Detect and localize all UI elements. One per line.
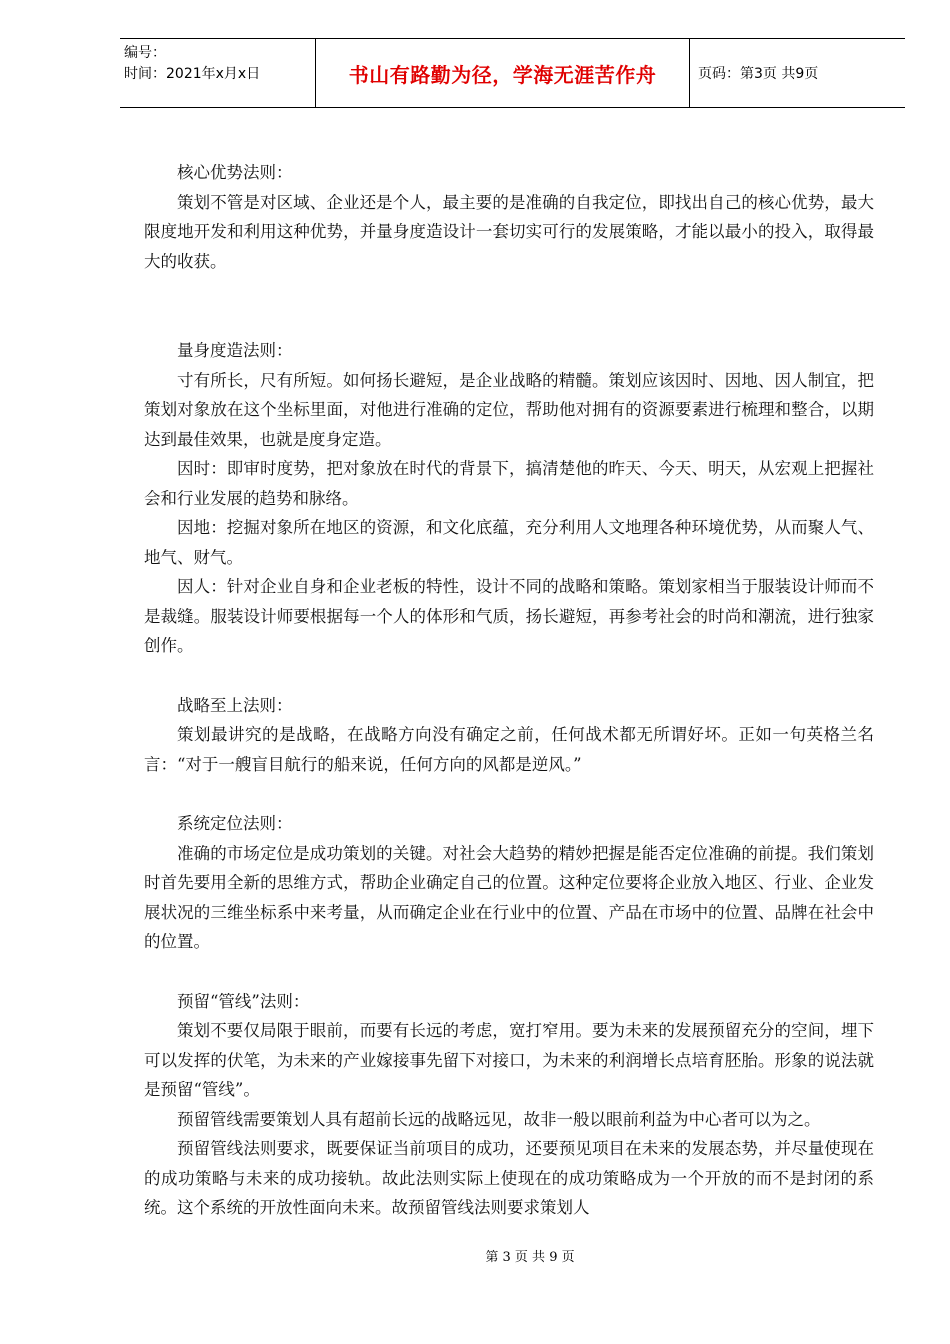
document-time-label: 时间：2021年x月x日 <box>124 66 261 82</box>
document-body <box>144 158 874 1223</box>
section-title: 预留“管线”法则： <box>177 991 310 1011</box>
section-title: 量身度造法则： <box>177 341 293 360</box>
section-strategy-first <box>144 691 874 780</box>
section-core-advantage <box>144 158 874 276</box>
section-title: 战略至上法则： <box>177 695 293 715</box>
header-motto-cell <box>316 39 690 107</box>
paragraph: 策划不管是对区域、企业还是个人，最主要的是准确的自我定位，即找出自己的核心优势，最大限度地开发和利用这种优势，并量身度造设计一套切实可行的发展策略，才能以最小的投入，取得最大的收获。 <box>144 192 874 271</box>
paragraph: 预留管线需要策划人具有超前长远的战略远见，故非一般以眼前利益为中心者可以为之。 <box>177 1109 821 1129</box>
paragraph: 寸有所长，尺有所短。如何扬长避短，是企业战略的精髓。策划应该因时、因地、因人制宜，把策划对象放在这个坐标里面，对他进行准确的定位，帮助他对拥有的资源要素进行梳理和整合，以期达到最佳效果，也就是度身定造。 <box>144 370 874 449</box>
header-page-info: 页码：第3页 共9页 <box>698 66 819 82</box>
paragraph: 准确的市场定位是成功策划的关键。对社会大趋势的精妙把握是能否定位准确的前提。我们策划时首先要用全新的思维方式，帮助企业确定自己的位置。这种定位要将企业放入地区、行业、企业发展状况的三维坐标系中来考量，从而确定企业在行业中的位置、产品在市场中的位置、品牌在社会中的位置。 <box>144 843 874 951</box>
paragraph: 策划不要仅局限于眼前，而要有长远的考虑，宽打窄用。要为未来的发展预留充分的空间，埋下可以发挥的伏笔，为未来的产业嫁接事先留下对接口，为未来的利润增长点培育胚胎。形象的说法就是预留“管线”。 <box>144 1021 874 1099</box>
section-title: 核心优势法则： <box>177 163 293 182</box>
header-motto: 书山有路勤为径，学海无涯苦作舟 <box>348 62 657 87</box>
section-reserved-pipeline <box>144 987 874 1223</box>
section-system-positioning <box>144 809 874 957</box>
section-title: 系统定位法则： <box>177 814 293 833</box>
page-footer: 第 3 页 共 9 页 <box>485 1250 575 1265</box>
paragraph: 因人：针对企业自身和企业老板的特性，设计不同的战略和策略。策划家相当于服装设计师而不是裁缝。服装设计师要根据每一个人的体形和气质，扬长避短，再参考社会的时尚和潮流，进行独家创作。 <box>144 577 874 655</box>
page-header <box>120 38 905 108</box>
paragraph: 策划最讲究的是战略，在战略方向没有确定之前，任何战术都无所谓好坏。正如一句英格兰名言：“对于一艘盲目航行的船来说，任何方向的风都是逆风。” <box>144 725 874 774</box>
paragraph: 因时：即审时度势，把对象放在时代的背景下，搞清楚他的昨天、今天、明天，从宏观上把握社会和行业发展的趋势和脉络。 <box>144 459 874 508</box>
document-number-label: 编号： <box>124 45 166 61</box>
paragraph: 因地：挖掘对象所在地区的资源，和文化底蕴，充分利用人文地理各种环境优势，从而聚人气、地气、财气。 <box>144 518 874 567</box>
section-tailor-made <box>144 336 874 661</box>
header-meta <box>120 39 316 107</box>
paragraph: 预留管线法则要求，既要保证当前项目的成功，还要预见项目在未来的发展态势，并尽量使现在的成功策略与未来的成功接轨。故此法则实际上使现在的成功策略成为一个开放的而不是封闭的系统。这个系统的开放性面向未来。故预留管线法则要求策划人 <box>144 1139 874 1217</box>
